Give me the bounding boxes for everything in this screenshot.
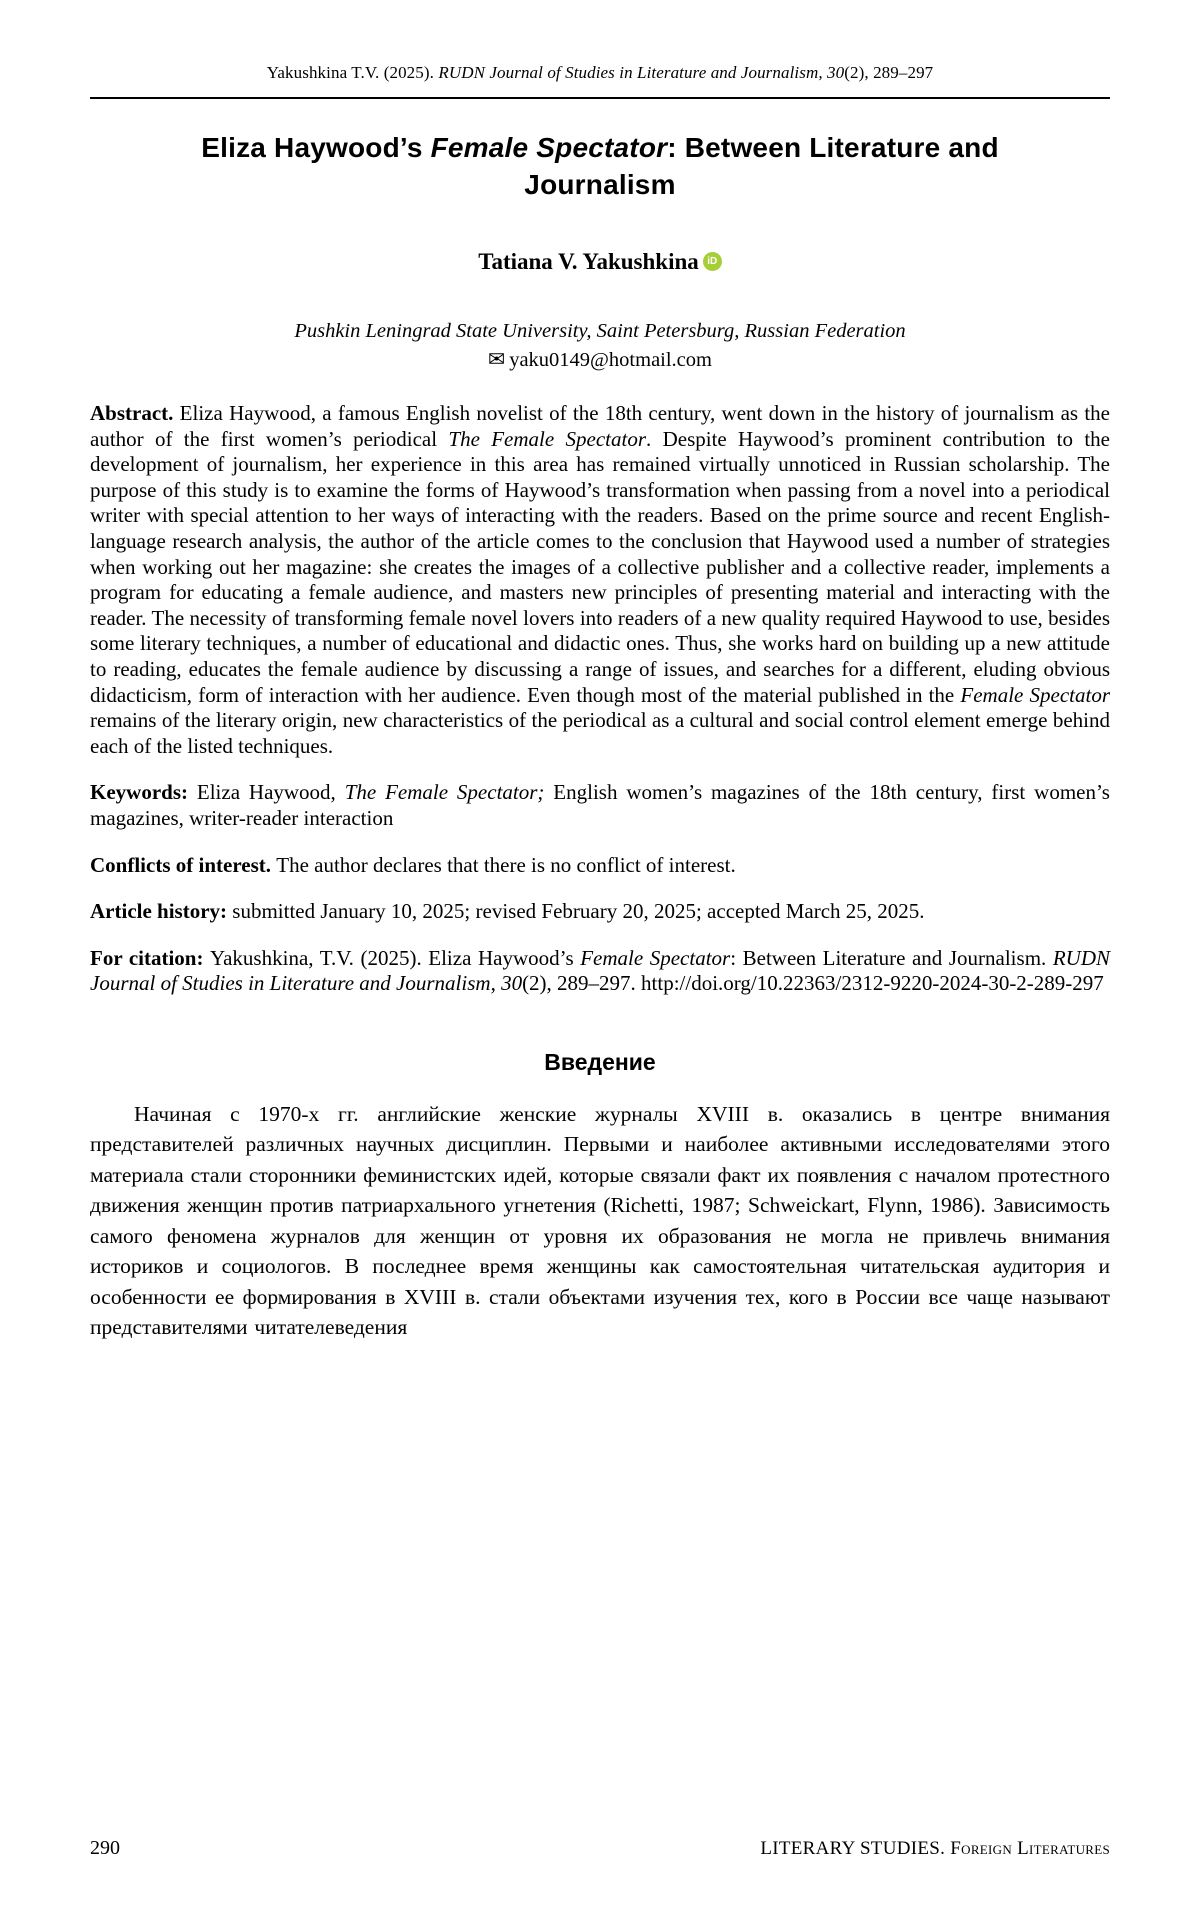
text-run: Yakushkina T.V. (2025). — [266, 63, 439, 82]
text-run: The author declares that there is no conflict of interest. — [276, 852, 736, 877]
text-run: Keywords: — [90, 780, 197, 805]
text-run: Female Spectator — [960, 682, 1111, 707]
page-footer — [90, 1837, 1110, 1860]
text-run: . Despite Haywood’s prominent contribution to the development of journalism, her experience in this area has remained virtually unnoticed in Russian scholarship. The purpose of this study is to examine the forms of Haywood’s transformation when passing from a novel into a periodical writer with special attention to her ways of interacting with the readers. Based on the prime source and recent English-language research analysis, the author of the article comes to the conclusion that Haywood used a number of strategies when working out her magazine: she creates the images of a collective publisher and a collective reader, implements a program for educating a female audience, and masters new principles of presenting material and interacting with the reader. The necessity of transforming female novel lovers into readers of a new quality required Haywood to use, besides some literary techniques, a number of educational and didactic ones. Thus, she works hard on building up a new attitude to reading, educates the female audience by discussing a range of issues, and searches for a different, eluding obvious didacticism, form of interaction with her audience. Even though most of the material published in the — [90, 426, 1110, 707]
page-number: 290 — [90, 1837, 120, 1859]
citation-paragraph — [90, 946, 1110, 997]
text-run: (2), 289–297. http://doi.org/10.22363/2312-9220-2024-30-2-289-297 — [522, 971, 1104, 996]
text-run: The Female Spectator; — [344, 780, 545, 805]
text-run: 30 — [501, 971, 523, 996]
text-run: : Between Literature and Journalism — [524, 132, 999, 200]
text-run: The Female Spectator — [448, 426, 646, 451]
text-run: Abstract. — [90, 401, 180, 425]
header-rule — [90, 97, 1110, 99]
text-run: Eliza Haywood, a famous English novelist of the 18th century, went down in the history of journalism as the author of the first women’s periodical — [90, 401, 1110, 451]
footer-journal-section — [760, 1838, 1110, 1860]
text-run: Conflicts of interest. — [90, 852, 277, 877]
text-run: For citation: — [90, 945, 211, 970]
text-run: submitted January 10, 2025; revised February 20, 2025; accepted March 25, 2025. — [232, 899, 925, 924]
author-line — [90, 249, 1110, 276]
text-run: (2), 289–297 — [844, 63, 934, 82]
text-run: Eliza Haywood’s — [201, 132, 431, 163]
orcid-icon[interactable]: iD — [703, 252, 722, 271]
text-run: , — [490, 971, 502, 996]
text-run: Article history: — [90, 899, 233, 924]
running-head — [90, 62, 1110, 84]
conflicts-paragraph — [90, 853, 1110, 879]
affiliation: Pushkin Leningrad State University, Saint Petersburg, Russian Federation — [294, 320, 906, 342]
introduction-paragraph: Начиная с 1970-х гг. английские женские журналы XVIII в. оказались в центре внимания представителей различных научных дисциплин. Первыми и наиболее активными исследователями этого материала стали сторонники феминистских идей, которые связали факт их появления с началом протестного движения женщин против патриархального угнетения (Richetti, 1987; Schweickart, Flynn, 1986). Зависимость самого феномена журналов для женщин от уровня их образования не могла не привлечь внимания историков и социологов. В последнее время женщины как самостоятельная читательская аудитория и особенности ее формирования в XVIII в. стали объектами изучения тех, кого в России все чаще называют представителями читателеведения — [90, 1101, 1110, 1340]
text-run: English women’s magazines of the 18th century, first women’s magazines, writer-reader interaction — [90, 780, 1110, 830]
text-run: RUDN Journal of Studies in Literature and Journalism — [90, 945, 1111, 996]
article-history-paragraph — [90, 899, 1110, 925]
author-name: Tatiana V. Yakushkina — [478, 249, 699, 274]
section-heading-introduction: Введение — [544, 1048, 656, 1075]
email-address[interactable]: yaku0149@hotmail.com — [509, 349, 712, 371]
text-run: Yakushkina, T.V. (2025). Eliza Haywood’s — [210, 945, 581, 970]
text-run: remains of the literary origin, new characteristics of the periodical as a cultural and social control element emerge behind each of the listed techniques. — [90, 708, 1110, 758]
text-run: Eliza Haywood, — [196, 780, 345, 805]
article-title — [150, 129, 1050, 203]
text-run: RUDN Journal of Studies in Literature and Journalism, 30 — [438, 63, 845, 82]
envelope-icon: ✉ — [488, 349, 506, 371]
text-run: Female Spectator — [580, 945, 731, 970]
text-run: : Between Literature and Journalism. — [730, 945, 1053, 970]
keywords-paragraph — [90, 780, 1110, 831]
abstract-paragraph — [90, 401, 1110, 759]
text-run: Female Spectator — [430, 132, 668, 163]
footer-section-smallcaps: Foreign Literatures — [950, 1838, 1110, 1859]
email-line — [90, 347, 1110, 373]
footer-section-caps: LITERARY STUDIES. — [760, 1838, 951, 1859]
